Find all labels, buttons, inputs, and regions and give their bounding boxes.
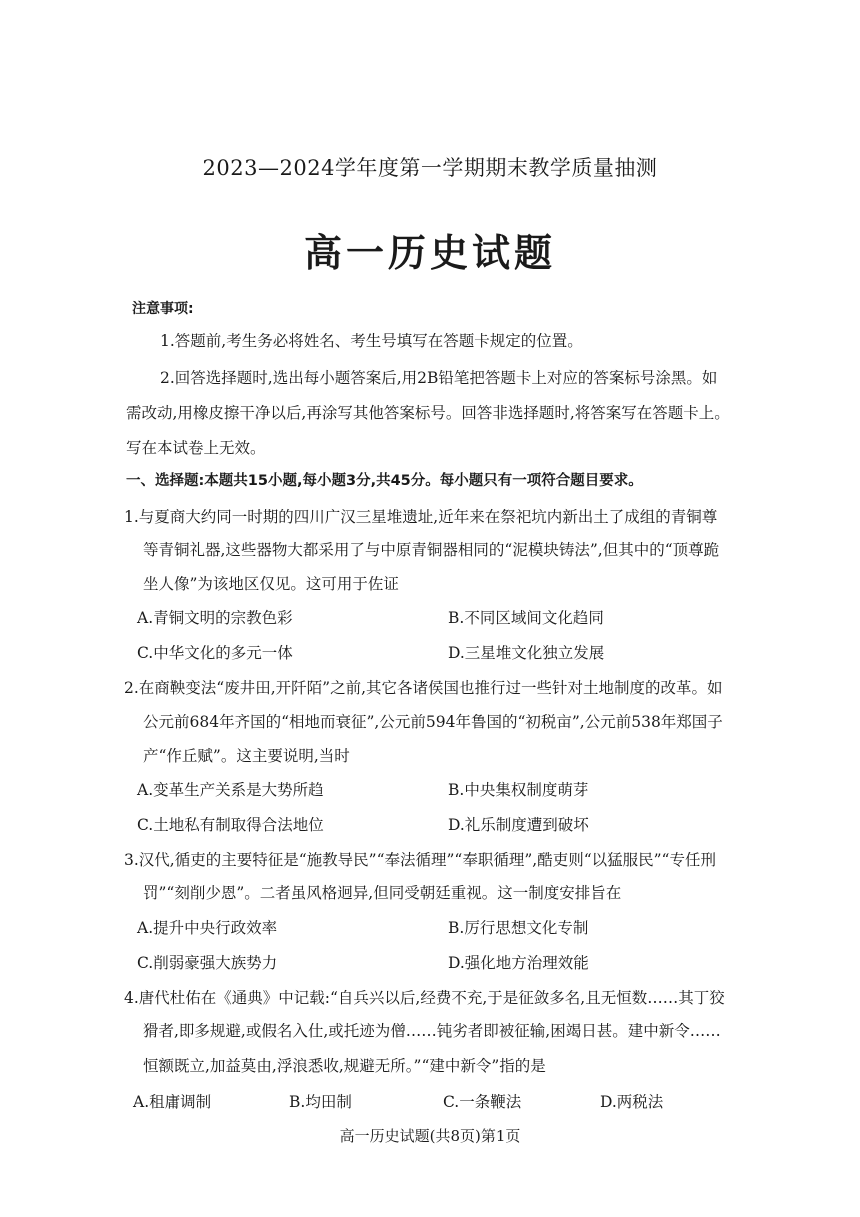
question-3-option-d: D.强化地方治理效能 [448, 954, 589, 972]
question-1-line-3: 坐人像”为该地区仅见。这可用于佐证 [143, 575, 399, 593]
question-2-option-a: A.变革生产关系是大势所趋 [137, 781, 324, 799]
notice-item-2-line-1: 2.回答选择题时,选出每小题答案后,用2B铅笔把答题卡上对应的答案标号涂黑。如 [160, 369, 718, 387]
question-2-option-d: D.礼乐制度遭到破坏 [448, 816, 589, 834]
question-1-option-d: D.三星堆文化独立发展 [448, 644, 605, 662]
question-3-option-c: C.削弱豪强大族势力 [137, 954, 278, 972]
question-4-line-2: 猾者,即多规避,或假名入仕,或托迹为僧……钝劣者即被征输,困竭日甚。建中新令…… [143, 1022, 721, 1040]
question-3-option-b: B.厉行思想文化专制 [448, 919, 589, 937]
question-2-option-b: B.中央集权制度萌芽 [448, 781, 589, 799]
question-2-line-2: 公元前684年齐国的“相地而衰征”,公元前594年鲁国的“初税亩”,公元前538年郑国子 [143, 713, 723, 731]
question-1-option-c: C.中华文化的多元一体 [137, 644, 293, 662]
question-4-option-b: B.均田制 [289, 1093, 352, 1111]
exam-subtitle: 2023—2024学年度第一学期期末教学质量抽测 [202, 156, 658, 180]
question-1-option-b: B.不同区域间文化趋同 [448, 609, 604, 627]
notice-item-2-line-3: 写在本试卷上无效。 [126, 439, 266, 457]
question-2-line-3: 产“作丘赋”。这主要说明,当时 [143, 747, 350, 765]
question-1-line-1: 1.与夏商大约同一时期的四川广汉三星堆遗址,近年来在祭祀坑内新出土了成组的青铜尊 [124, 508, 718, 526]
question-3-line-1: 3.汉代,循吏的主要特征是“施教导民”“奉法循理”“奉职循理”,酷吏则“以猛服民”“专任刑 [124, 851, 716, 869]
question-3-line-2: 罚”“刻削少恩”。二者虽风格迥异,但同受朝廷重视。这一制度安排旨在 [143, 884, 622, 902]
question-1-line-2: 等青铜礼器,这些器物大都采用了与中原青铜器相同的“泥模块铸法”,但其中的“顶尊跪 [143, 541, 720, 559]
question-2-line-1: 2.在商鞅变法“废井田,开阡陌”之前,其它各诸侯国也推行过一些针对土地制度的改革。如 [124, 679, 723, 697]
question-4-option-c: C.一条鞭法 [443, 1093, 522, 1111]
question-4-line-1: 4.唐代杜佑在《通典》中记载:“自兵兴以后,经费不充,于是征敛多名,且无恒数……其丁狡 [124, 989, 725, 1007]
question-4-option-a: A.租庸调制 [133, 1093, 212, 1111]
section-heading: 一、选择题:本题共15小题,每小题3分,共45分。每小题只有一项符合题目要求。 [126, 473, 643, 489]
page-footer: 高一历史试题(共8页)第1页 [339, 1127, 521, 1145]
question-2-option-c: C.土地私有制取得合法地位 [137, 816, 324, 834]
question-4-option-d: D.两税法 [600, 1093, 664, 1111]
notice-heading: 注意事项: [132, 301, 194, 317]
question-3-option-a: A.提升中央行政效率 [137, 919, 278, 937]
exam-title: 高一历史试题 [303, 231, 556, 275]
notice-item-1: 1.答题前,考生务必将姓名、考生号填写在答题卡规定的位置。 [160, 332, 583, 350]
notice-item-2-line-2: 需改动,用橡皮擦干净以后,再涂写其他答案标号。回答非选择题时,将答案写在答题卡上。 [126, 404, 730, 422]
question-1-option-a: A.青铜文明的宗教色彩 [137, 609, 293, 627]
question-4-line-3: 恒额既立,加益莫由,浮浪悉收,规避无所。”“建中新令”指的是 [143, 1057, 546, 1075]
